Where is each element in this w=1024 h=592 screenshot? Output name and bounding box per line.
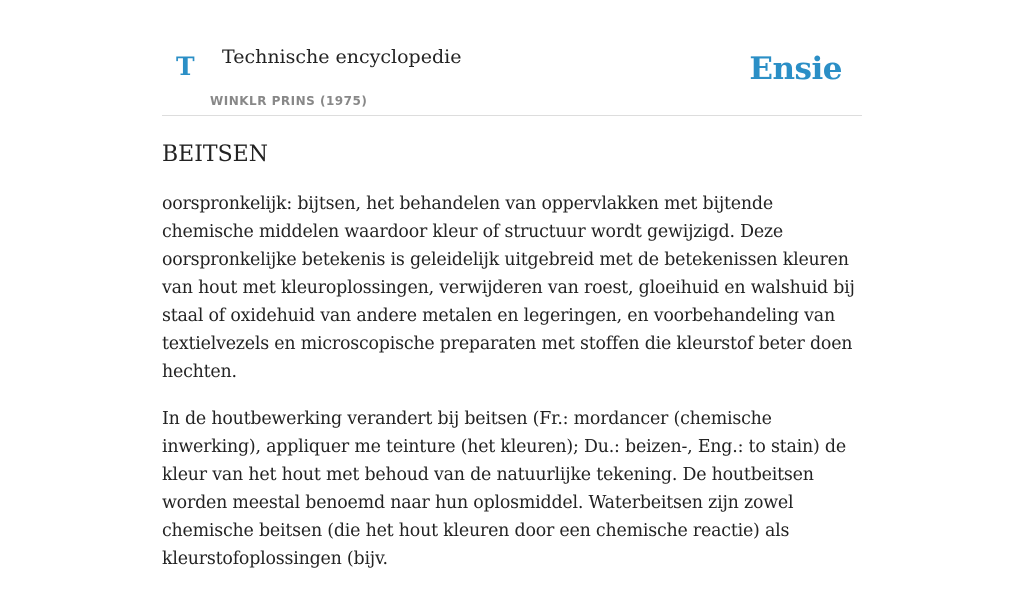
article-paragraph: oorspronkelijk: bijtsen, het behandelen van oppervlakken met bijtende chemische middelen waardoor kleur of structuur wordt gewijzigd. Deze oorspronkelijke betekenis is geleidelijk uitgebreid met de betekenissen kleuren van hout met kleuroplossingen, verwijderen van roest, gloeihuid en walshuid bij staal of oxidehuid van andere metalen en legeringen, en voorbehandeling van textielvezels en microscopische preparaten met stoffen die kleurstof beter doen hechten. [162,194,855,382]
ensie-logo[interactable]: Ensie [749,51,842,87]
article [162,136,862,592]
article-paragraph: In de houtbewerking verandert bij beitsen (Fr.: mordancer (chemische inwerking), appliquer me teinture (het kleuren); Du.: beizen-, Eng.: to stain) de kleur van het hout met behoud van de natuurlijke tekening. De houtbeitsen worden meestal benoemd naar hun oplosmiddel. Waterbeitsen zijn zowel chemische beitsen (die het hout kleuren door een chemische reactie) als kleurstofoplossingen (bijv. [162,409,846,569]
book-subtitle: WINKLR PRINS (1975) [210,94,368,108]
book-title-link[interactable]: Technische encyclopedie [222,46,462,68]
book-logo-icon[interactable]: T [176,52,195,81]
book-header [162,40,862,116]
article-headword: BEITSEN [162,142,268,167]
